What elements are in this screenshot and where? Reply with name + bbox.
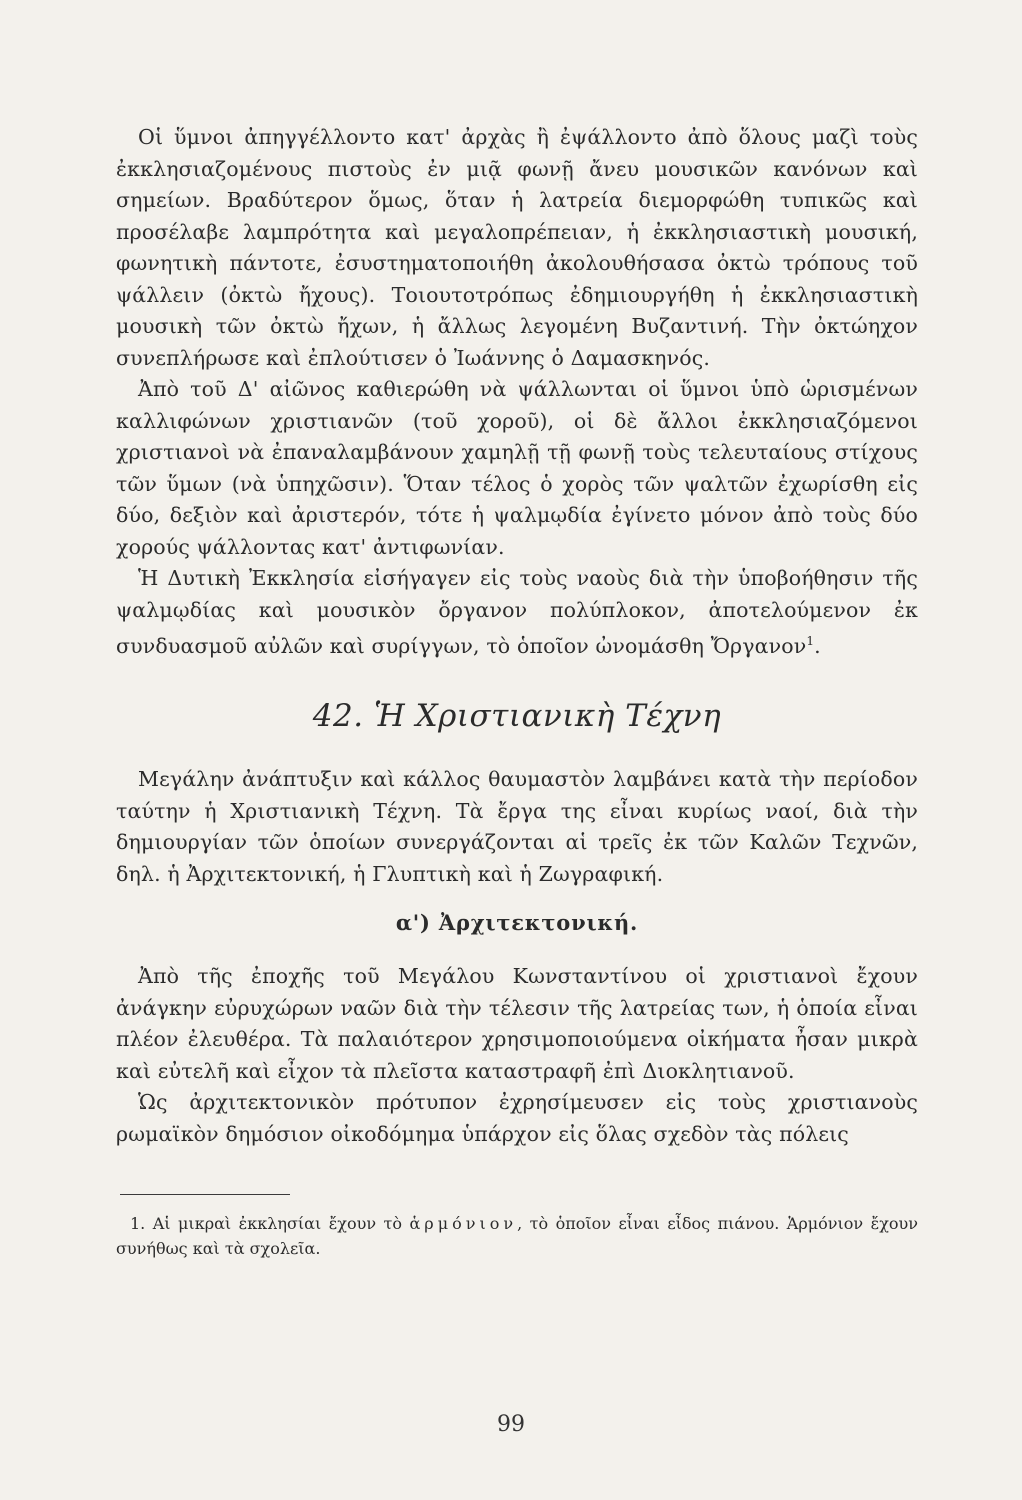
paragraph-architecture-1: Ἀπὸ τῆς ἐποχῆς τοῦ Μεγάλου Κωνσταντίνου οἱ χριστιανοὶ ἔχουν ἀνάγκην εὐρυχώρων ναῶν διὰ τὴν τέλεσιν τῆς λατρείας των, ἡ ὁποία εἶναι πλέον ἐλευθέρα. Τὰ παλαιότερον χρησιμοποιούμενα οἰκήματα ἦσαν μικρὰ καὶ εὐτελῆ καὶ εἶχον τὰ πλεῖστα καταστραφῆ ἐπὶ Διοκλητιανοῦ. [116, 964, 918, 1083]
footnote [116, 1211, 918, 1261]
paragraph-organ: Ἡ Δυτικὴ Ἐκκλησία εἰσήγαγεν εἰς τοὺς ναοὺς διὰ τὴν ὑποβοήθησιν τῆς ψαλμῳδίας καὶ μουσικὸν ὄργανον πολύπλοκον, ἀποτελούμενον ἐκ συνδυασμοῦ αὐλῶν καὶ συρίγγων, τὸ ὁποῖον ὠνομάσθη Ὄργανον$^1$. [116, 566, 918, 658]
paragraph-architecture-2: Ὡς ἀρχιτεκτονικὸν πρότυπον ἐχρησίμευσεν εἰς τοὺς χριστιανοὺς ρωμαϊκὸν δημόσιον οἰκοδόμημα ὑπάρχον εἰς ὅλας σχεδὸν τὰς πόλεις [116, 1090, 918, 1146]
footnote-divider [120, 1194, 290, 1195]
footnote-text [116, 1211, 918, 1261]
subsection-title: α') Ἀρχιτεκτονική. [395, 910, 639, 936]
paragraph-christian-art: Μεγάλην ἀνάπτυξιν καὶ κάλλος θαυμαστὸν λαμβάνει κατὰ τὴν περίοδον ταύτην ἡ Χριστιανικὴ Τέχνη. Τὰ ἔργα της εἶναι κυρίως ναοί, διὰ τὴν δημιουργίαν τῶν ὁποίων συνεργάζονται αἱ τρεῖς ἐκ τῶν Καλῶν Τεχνῶν, δηλ. ἡ Ἀρχιτεκτονική, ἡ Γλυπτικὴ καὶ ἡ Ζωγραφική. [116, 767, 918, 886]
footnote-reference: 1 [806, 634, 815, 648]
main-text [116, 122, 918, 1150]
section-title: 42. Ἡ Χριστιανικὴ Τέχνη [312, 698, 722, 735]
paragraph-choirs: Ἀπὸ τοῦ Δ' αἰῶνος καθιερώθη νὰ ψάλλωνται οἱ ὕμνοι ὑπὸ ὡρισμένων καλλιφώνων χριστιανῶν (τοῦ χοροῦ), οἱ δὲ ἄλλοι ἐκκλησιαζόμενοι χριστιανοὶ νὰ ἐπαναλαμβάνουν χαμηλῇ τῇ φωνῇ τοὺς τελευταίους στίχους τῶν ὕμων (νὰ ὑπηχῶσιν). Ὅταν τέλος ὁ χορὸς τῶν ψαλτῶν ἐχωρίσθη εἰς δύο, δεξιὸν καὶ ἀριστερόν, τότε ἡ ψαλμῳδία ἐγίνετο μόνον ἀπὸ τοὺς δύο χορούς ψάλλοντας κατ' ἀντιφωνίαν. [116, 377, 918, 559]
paragraph-hymns: Οἱ ὕμνοι ἀπηγγέλλοντο κατ' ἀρχὰς ἢ ἐψάλλοντο ἀπὸ ὅλους μαζὶ τοὺς ἐκκλησιαζομένους πιστοὺς ἐν μιᾷ φωνῇ ἄνευ μουσικῶν κανόνων καὶ σημείων. Βραδύτερον ὅμως, ὅταν ἡ λατρεία διεμορφώθη τυπικῶς καὶ προσέλαβε λαμπρότητα καὶ μεγαλοπρέπειαν, ἡ ἐκκλησιαστικὴ μουσική, φωνητικὴ πάντοτε, ἐσυστηματοποιήθη ἀκολουθήσασα ὀκτὼ τρόπους τοῦ ψάλλειν (ὀκτὼ ἤχους). Τοιουτοτρόπως ἐδημιουργήθη ἡ ἐκκλησιαστικὴ μουσικὴ τῶν ὀκτὼ ἤχων, ἡ ἄλλως λεγομένη Βυζαντινή. Τὴν ὀκτώηχον συνεπλήρωσε καὶ ἐπλούτισεν ὁ Ἰωάννης ὁ Δαμασκηνός. [116, 125, 918, 370]
footnote-number: 1. [130, 1214, 146, 1234]
footnote-text-after: , τὸ ὁποῖον εἶναι εἶδος πιάνου. Ἁρμόνιον ἔχουν συνήθως καὶ τὰ σχολεῖα. [116, 1214, 918, 1259]
footnote-spaced-word: ἁρμόνιον [409, 1214, 518, 1234]
footnote-text-before: Αἱ μικραὶ ἐκκλησίαι ἔχουν τὸ [152, 1214, 403, 1234]
paragraph-organ-text: Ἡ Δυτικὴ Ἐκκλησία εἰσήγαγεν εἰς τοὺς ναοὺς διὰ τὴν ὑποβοήθησιν τῆς ψαλμῳδίας καὶ μουσικὸν ὄργανον πολύπλοκον, ἀποτελούμενον ἐκ συνδυασμοῦ αὐλῶν καὶ συρίγγων, τὸ ὁποῖον ὠνομάσθη Ὄργανον [116, 566, 918, 658]
page-number: 99 [497, 1412, 525, 1437]
